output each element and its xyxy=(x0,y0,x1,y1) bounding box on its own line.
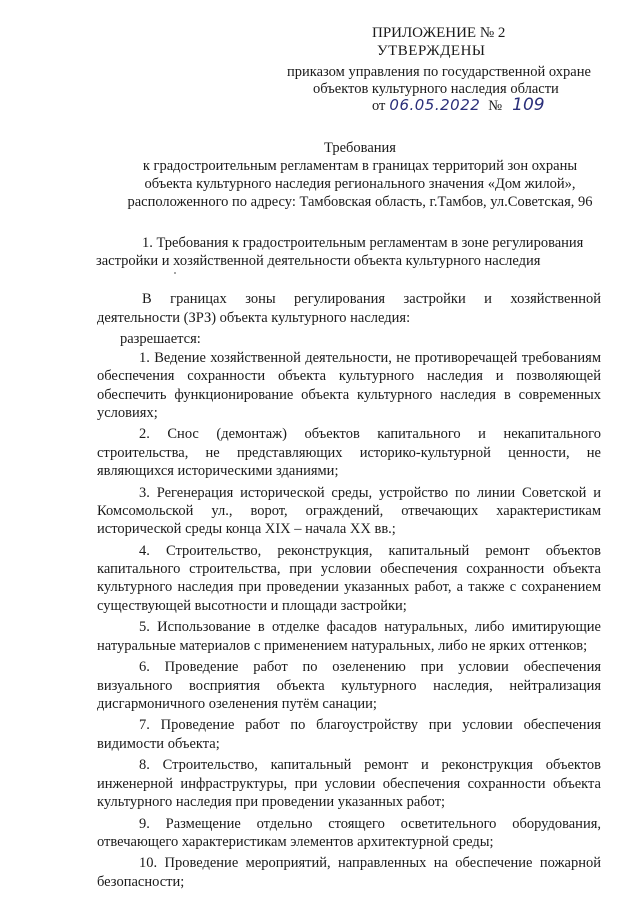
title-line-2: к градостроительным регламентам в границах территорий зон охраны xyxy=(142,158,578,174)
list-item: 10. Проведение мероприятий, направленных на обеспечение пожарной безопасности; xyxy=(97,855,601,890)
handwritten-number: 109 xyxy=(512,95,545,115)
number-sign: № xyxy=(488,98,503,114)
allowed-label: разрешается: xyxy=(120,331,201,347)
intro-line-1: В границах зоны регулирования застройки и хозяйственной xyxy=(142,291,601,307)
section-heading-line-1: 1. Требования к градостроительным регламентам в зоне регулирования xyxy=(142,235,584,251)
intro-paragraph xyxy=(97,290,601,327)
document-title xyxy=(100,139,620,211)
list-item: 7. Проведение работ по благоустройству при условии обеспечения видимости объекта; xyxy=(97,717,601,752)
allowed-items-list xyxy=(97,349,601,894)
order-line-2: объектов культурного наследия области xyxy=(313,81,559,97)
date-prefix: от xyxy=(372,98,386,114)
list-item: 6. Проведение работ по озеленению при условии обеспечения визуального восприятия объекта культурного наследия, нейтрализация дисгармоничного озеленения путём санации; xyxy=(97,659,601,712)
list-item: 2. Снос (демонтаж) объектов капитального и некапитального строительства, не представляющих историко-культурной ценности, не являющихся историческими зданиями; xyxy=(97,426,601,480)
list-item: 8. Строительство, капитальный ремонт и реконструкция объектов инженерной инфраструктуры, при условии обеспечения сохранности объекта культурного наследия при проведении указанных работ; xyxy=(97,757,601,810)
section-heading xyxy=(96,234,616,270)
intro-line-2: деятельности (ЗРЗ) объекта культурного наследия: xyxy=(97,309,411,326)
title-line-4: расположенного по адресу: Тамбовская область, г.Тамбов, ул.Советская, 96 xyxy=(127,194,593,210)
appendix-label: ПРИЛОЖЕНИЕ № 2 xyxy=(372,25,506,41)
section-heading-line-2: застройки и хозяйственной деятельности объекта культурного наследия xyxy=(96,253,541,269)
title-line-3: объекта культурного наследия регионального значения «Дом жилой», xyxy=(144,176,576,192)
list-item: 4. Строительство, реконструкция, капитальный ремонт объектов капитального строительства, при условии обеспечения сохранности объекта культурного наследия при проведении указанных работ, а также с сохранением существующей высотности и площади застройки; xyxy=(97,542,601,614)
list-item: 9. Размещение отдельно стоящего осветительного оборудования, отвечающего характеристикам элементов архитектурной среды; xyxy=(97,815,601,850)
order-date-row xyxy=(372,96,545,115)
list-item: 5. Использование в отделке фасадов натуральных, либо имитирующие натуральные материалов с применением натуральных, либо не ярких оттенков; xyxy=(97,619,601,654)
scan-speck xyxy=(174,272,176,274)
list-item: 3. Регенерация исторической среды, устройство по линии Советской и Комсомольской ул., ворот, ограждений, отвечающих характеристикам исторической среды конца XIX – начала XX вв.; xyxy=(97,484,601,538)
title-line-1: Требования xyxy=(324,140,396,156)
approved-label: УТВЕРЖДЕНЫ xyxy=(377,43,486,59)
order-line-1: приказом управления по государственной охране xyxy=(287,64,591,80)
list-item: 1. Ведение хозяйственной деятельности, не противоречащей требованиям обеспечения сохранности объекта культурного наследия и позволяющей обеспечить функционирование объекта культурного наследия в современных условиях; xyxy=(97,350,601,421)
handwritten-date: 06.05.2022 xyxy=(389,96,481,114)
